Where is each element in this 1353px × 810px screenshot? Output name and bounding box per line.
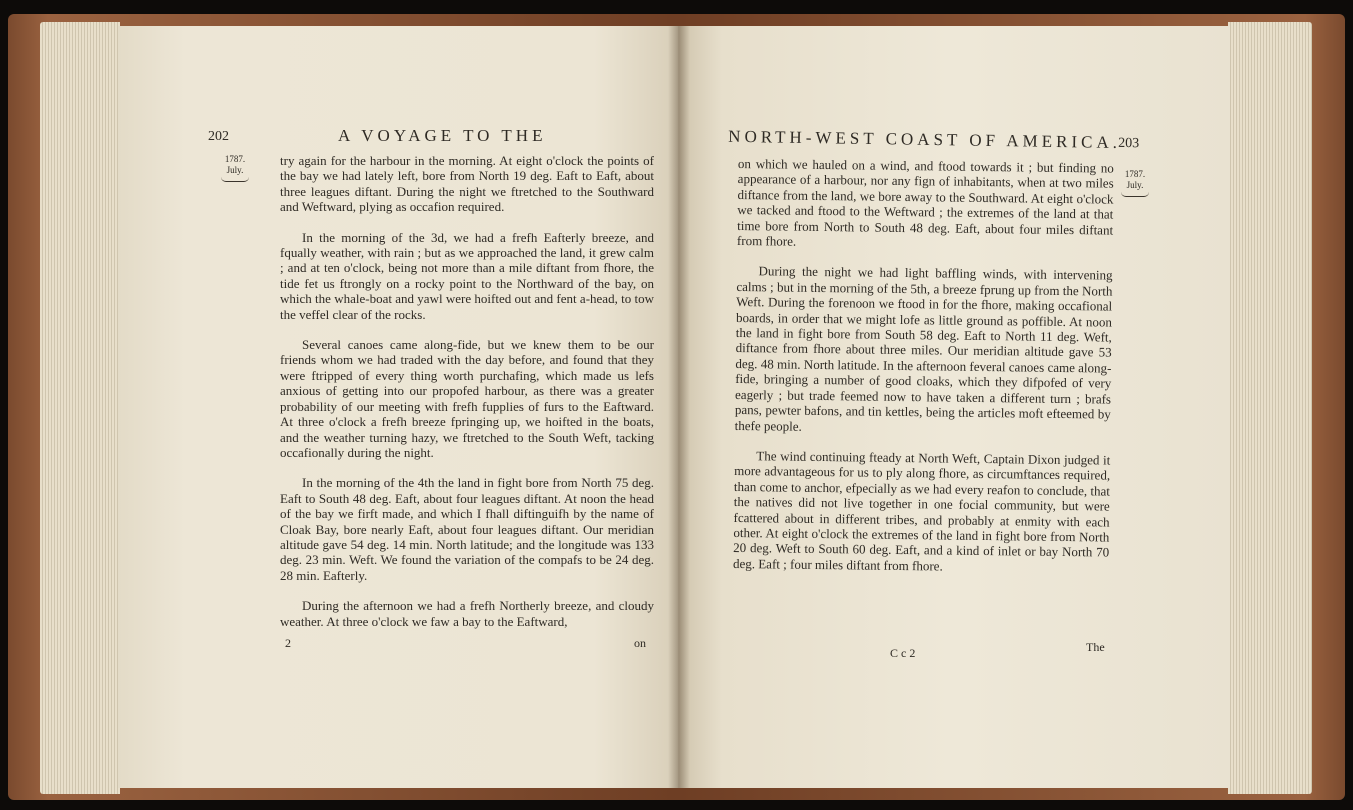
left-catchword: on xyxy=(634,636,646,650)
left-body-text xyxy=(280,153,654,629)
left-margin-year: 1787. xyxy=(224,154,246,164)
right-margin-date xyxy=(1118,169,1152,197)
right-page-number: 203 xyxy=(1118,135,1140,152)
right-page-edges xyxy=(1228,22,1312,794)
left-signature-mark: 2 xyxy=(285,636,291,650)
right-page xyxy=(678,26,1230,788)
left-page-edges xyxy=(40,22,120,794)
right-margin-month: July. xyxy=(1126,180,1144,190)
paragraph: on which we hauled on a wind, and ftood towards it ; but finding no appearance of a harbour, nor any fign of inhabitants, when at two miles diftance from the land, we bore away to the Southward. At eight o'clock we tacked and ftood to the Weftward ; the extremes of the land at that time bore from North to South 48 deg. Eaft, about four miles diftant from fhore. xyxy=(736,156,1114,249)
right-header xyxy=(676,26,1230,175)
paragraph: During the afternoon we had a frefh Northerly breeze, and cloudy weather. At three o'clock we faw a bay to the Eaftward, xyxy=(280,598,654,629)
paragraph: In the morning of the 4th the land in fight bore from North 75 deg. Eaft to South 48 deg. Eaft, about four leagues diftant. At noon the head of the bay we firft made, and which I fhall diftinguifh by the name of Cloak Bay, bore nearly Eaft, about four leagues diftant. Our meridian altitude gave 54 deg. 14 min. North latitude; and the longitude was 133 deg. 23 min. Weft. We found the variation of the compafs to be 24 deg. 28 min. Eafterly. xyxy=(280,475,654,583)
paragraph: try again for the harbour in the morning. At eight o'clock the points of the bay we had lately left, bore from North 19 deg. Eaft to Eaft, about three leagues diftant. During the night we ftretched to the Southward and Weftward, plying as occafion required. xyxy=(280,153,654,215)
right-body-text xyxy=(733,156,1114,576)
left-margin-month: July. xyxy=(226,165,244,175)
right-margin-year: 1787. xyxy=(1124,169,1146,179)
left-page-number: 202 xyxy=(208,129,229,144)
paragraph: The wind continuing fteady at North Weft, Captain Dixon judged it more advantageous for us to ply along fhore, as circumftances required, than come to anchor, efpecially as we had every reafon to conclude, that the natives did not live together in one focial community, but were fcattered about in different tribes, and probably at enmity with each other. At eight o'clock the extremes of the land in fight bore from North 20 deg. Weft to South 60 deg. Eaft, and a kind of inlet or bay North 70 deg. Eaft ; four miles diftant from fhore. xyxy=(732,448,1111,574)
right-catchword: The xyxy=(1086,640,1105,654)
margin-brace xyxy=(1121,192,1149,197)
left-running-head: A VOYAGE TO THE xyxy=(338,126,547,145)
paragraph: During the night we had light baffling winds, with intervening calms ; but in the morning of the 5th, a breeze fprung up from the North Weft. During the forenoon we ftood in for the fhore, making occafional boards, in order that we might lofe as little ground as poffible. At noon the land in fight bore from South 58 deg. Eaft to North 11 deg. Weft, diftance from fhore about three miles. Our meridian altitude gave 53 deg. 48 min. North latitude. In the afternoon feveral canoes came along-fide, bringing a number of good cloaks, which they difpofed of very eagerly ; but trade feemed now to have taken a different turn ; brafs pans, pewter bafons, and tin kettles, being the articles moft efteemed by thefe people. xyxy=(734,263,1113,434)
left-margin-date xyxy=(218,154,252,182)
margin-brace xyxy=(221,177,249,182)
book-gutter xyxy=(668,26,690,788)
right-running-head: NORTH-WEST COAST OF AMERICA. xyxy=(728,126,1122,152)
left-page xyxy=(118,26,678,788)
paragraph: In the morning of the 3d, we had a frefh Eafterly breeze, and fqually weather, with rain ; but as we approached the land, it grew calm ; and at ten o'clock, being not more than a mile diftant from fhore, the tide fet us ftrongly on a rocky point to the Northward of the bay, on which the whale-boat and yawl were hoifted out and fent a-head, to tow the veffel clear of the rocks. xyxy=(280,229,654,322)
paragraph: Several canoes came along-fide, but we knew them to be our friends whom we had traded with the day before, and found that they were ftripped of every thing worth purchafing, which made us lefs anxious of getting into our propofed harbour, as there was a greater probability of our meeting with frefh fupplies of furs to the Eaftward. At three o'clock a frefh breeze fpringing up, we hoifted in the boats, and the weather turning hazy, we ftretched to the South Weft, tacking occafionally during the night. xyxy=(280,337,654,460)
right-signature-mark: C c 2 xyxy=(890,646,916,660)
